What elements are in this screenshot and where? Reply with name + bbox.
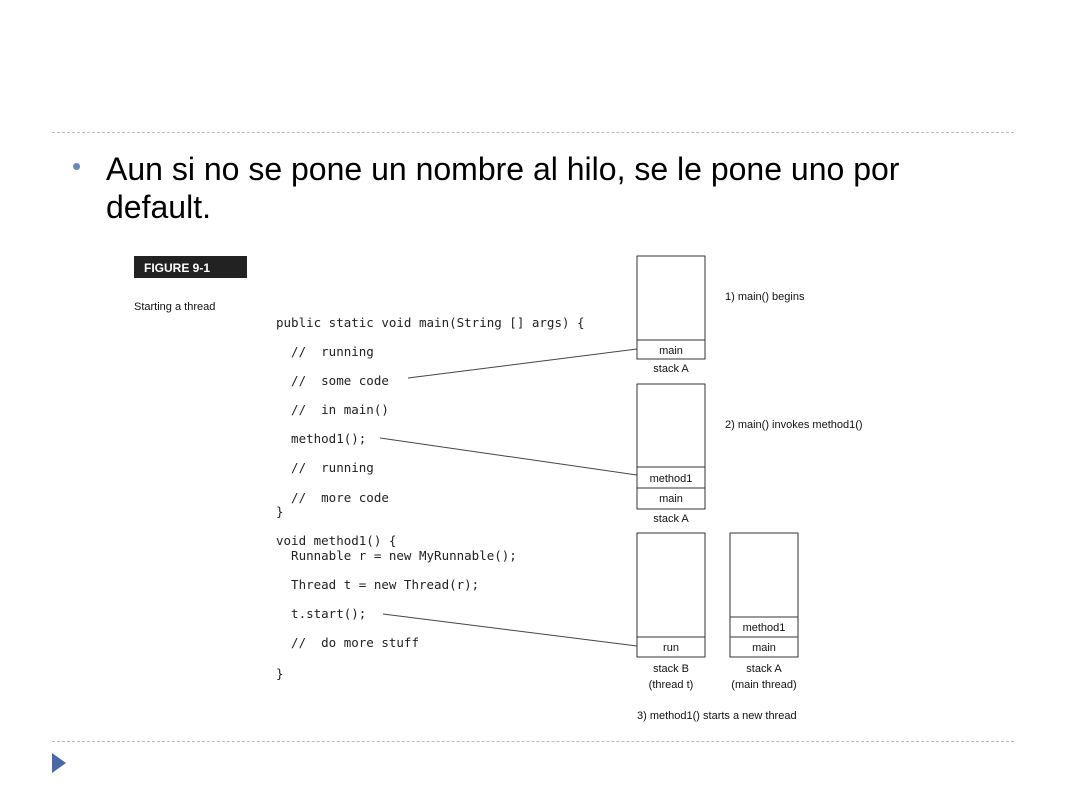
stack-box <box>637 256 705 359</box>
thread-label: (thread t) <box>648 679 694 691</box>
connector-line <box>383 614 637 646</box>
code-line: } <box>276 666 284 681</box>
code-line: // running <box>276 460 374 475</box>
stack-diagram-3a <box>730 533 798 691</box>
stack-box <box>730 533 798 657</box>
code-line: } <box>276 504 284 519</box>
frame-method1: method1 <box>742 622 786 634</box>
frame-main: main <box>659 493 683 505</box>
stack-diagram-3b <box>637 533 705 691</box>
frame-main: main <box>659 345 683 357</box>
figure-label: FIGURE 9-1 <box>144 261 211 275</box>
stack-label: stack A <box>653 363 689 375</box>
code-line: // running <box>276 344 374 359</box>
code-line: // more code <box>276 490 389 505</box>
code-line: Thread t = new Thread(r); <box>276 577 480 592</box>
stack-label: stack A <box>653 513 689 525</box>
stack-label: stack A <box>746 663 782 675</box>
frame-run: run <box>663 642 679 654</box>
stack-label: stack B <box>652 663 690 675</box>
stack-box <box>637 533 705 657</box>
code-line: // in main() <box>276 402 389 417</box>
code-line: method1(); <box>276 431 367 446</box>
bullet-icon: • <box>72 151 82 181</box>
bullet-text: Aun si no se pone un nombre al hilo, se le pone uno por default. <box>106 151 900 225</box>
next-slide-arrow-icon[interactable] <box>52 753 66 773</box>
step-label: 1) main() begins <box>725 291 805 303</box>
frame-main: main <box>752 642 776 654</box>
code-line: // some code <box>276 373 389 388</box>
code-listing <box>276 315 585 681</box>
figure-caption: Starting a thread <box>134 301 216 313</box>
stack-box <box>637 384 705 509</box>
connector-line <box>380 438 637 475</box>
code-line: public static void main(String [] args) { <box>276 315 585 330</box>
step-label: 2) main() invokes method1() <box>725 419 863 431</box>
frame-method1: method1 <box>649 473 693 485</box>
thread-label: (main thread) <box>731 679 797 691</box>
connector-line <box>408 349 637 378</box>
code-line: t.start(); <box>276 606 367 621</box>
code-line: Runnable r = new MyRunnable(); <box>276 548 517 563</box>
stack-diagram-2 <box>637 384 863 525</box>
step-label: 3) method1() starts a new thread <box>637 710 797 722</box>
stack-diagram-1 <box>637 256 805 375</box>
code-line: void method1() { <box>276 533 397 548</box>
code-line: // do more stuff <box>276 635 419 650</box>
